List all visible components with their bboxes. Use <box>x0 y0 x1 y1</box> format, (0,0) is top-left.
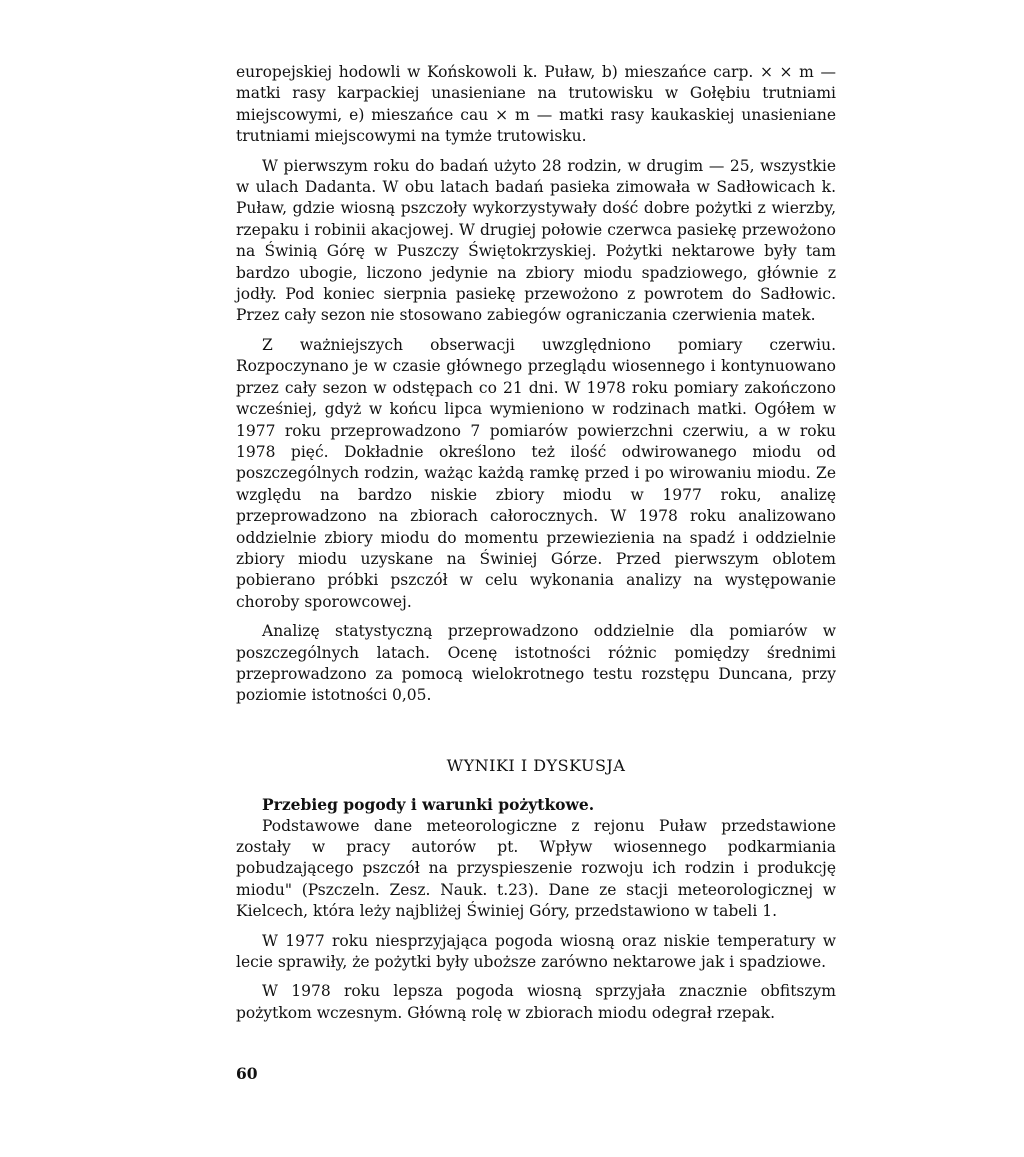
paragraph-meteorology: Podstawowe dane meteorologiczne z rejonu Puław przedstawione zostały w pracy autorów pt. Wpływ wiosennego podkarmiania pobudzającego pszczół na przyspieszenie rozwoju ich rodzin i produkcję miodu" (Pszczeln. Zesz. Nauk. t.23). Dane ze stacji meteorologicznej w Kielcech, która leży najbliżej Świniej Góry, przedstawiono w tabeli 1. <box>236 816 836 921</box>
paragraph-colonies: W pierwszym roku do badań użyto 28 rodzin, w drugim — 25, wszystkie w ulach Dadanta. W obu latach badań pasieka zimowała w Sadłowicach k. Puław, gdzie wiosną pszczoły wykorzystywały dość dobre pożytki z wierzby, rzepaku i robinii akacjowej. W drugiej połowie czerwca pasiekę przewożono na Świnią Górę w Puszczy Świętokrzyskiej. Pożytki nektarowe były tam bardzo ubogie, liczono jedynie na zbiory miodu spadziowego, głównie z jodły. Pod koniec sierpnia pasiekę przewożono z powrotem do Sadłowic. Przez cały sezon nie stosowano zabiegów ograniczania czerwienia matek. <box>236 156 836 325</box>
paragraph-1977: W 1977 roku niesprzyjająca pogoda wiosną oraz niskie temperatury w lecie sprawiły, że pożytki były uboższe zarówno nektarowe jak i spadziowe. <box>236 931 836 972</box>
paragraph-observations: Z ważniejszych obserwacji uwzględniono pomiary czerwiu. Rozpoczynano je w czasie głównego przeglądu wiosennego i kontynuowano przez cały sezon w odstępach co 21 dni. W 1978 roku pomiary zakończono wcześniej, gdyż w końcu lipca wymieniono w rodzinach matki. Ogółem w 1977 roku przeprowadzono 7 pomiarów powierzchni czerwiu, a w roku 1978 pięć. Dokładnie określono też ilość odwirowanego miodu od poszczególnych rodzin, ważąc każdą ramkę przed i po wirowaniu miodu. Ze względu na bardzo niskie zbiory miodu w 1977 roku, analizę przeprowadzono na zbiorach całorocznych. W 1978 roku analizowano oddzielnie zbiory miodu do momentu przewiezienia na spadź i oddzielnie zbiory miodu uzyskane na Świniej Górze. Przed pierwszym oblotem pobierano próbki pszczół w celu wykonania analizy na występowanie choroby sporowcowej. <box>236 335 836 611</box>
text-column <box>236 62 836 1024</box>
paragraph-continuation: europejskiej hodowli w Końskowoli k. Puław, b) mieszańce carp. × × m — matki rasy karpackiej unasieniane na trutowisku w Gołębiu trutniami miejscowymi, e) mieszańce cau × m — matki rasy kaukaskiej unasieniane trutniami miejscowymi na tymże trutowisku. <box>236 63 836 146</box>
paragraph-1978: W 1978 roku lepsza pogoda wiosną sprzyjała znacznie obfitszym pożytkom wczesnym. Główną rolę w zbiorach miodu odegrał rzepak. <box>236 982 836 1022</box>
section-heading: WYNIKI I DYSKUSJA <box>446 755 626 775</box>
paragraph-statistics: Analizę statystyczną przeprowadzono oddzielnie dla pomiarów w poszczególnych latach. Ocenę istotności różnic pomiędzy średnimi przeprowadzono za pomocą wielokrotnego testu rozstępu Duncana, przy poziomie istotności 0,05. <box>236 622 836 705</box>
subsection-heading: Przebieg pogody i warunki pożytkowe. <box>262 795 595 815</box>
page-number: 60 <box>236 1064 258 1083</box>
